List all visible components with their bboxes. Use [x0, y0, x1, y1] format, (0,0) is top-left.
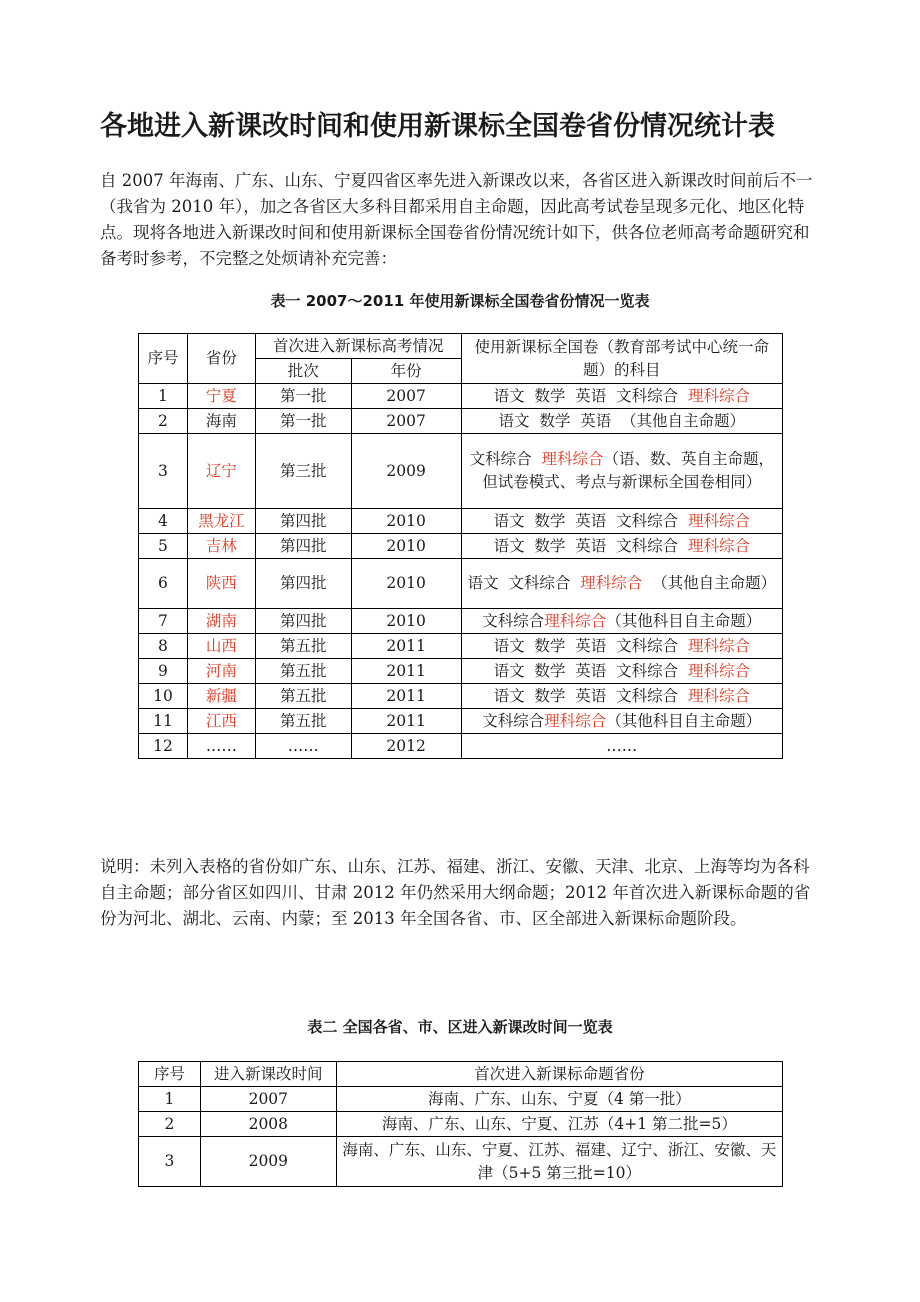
row-province: 辽宁: [187, 434, 255, 509]
row-subjects: [461, 534, 782, 559]
row-subjects: [461, 709, 782, 734]
row-time: 2009: [200, 1137, 336, 1187]
row-province: 陕西: [187, 559, 255, 609]
row-province: 新疆: [187, 684, 255, 709]
note-paragraph: 说明：未列入表格的省份如广东、山东、江苏、福建、浙江、安徽、天津、北京、上海等均为各科自主命题；部分省区如四川、甘肃 2012 年仍然采用大纲命题；2012 年首次进入新课标命题的省份为河北、湖北、云南、内蒙；至 2013 年全国各省、市、区全部进入新课标命题阶段。: [100, 857, 811, 928]
row-batch: 第一批: [255, 384, 351, 409]
row-no: 2: [139, 1112, 201, 1137]
subjects-highlight: 理科综合: [687, 386, 750, 405]
row-year: 2007: [351, 409, 461, 434]
subjects-text: 语文 文科综合: [467, 574, 581, 592]
header-province: 省份: [187, 334, 255, 384]
row-subjects: [461, 559, 782, 609]
header2-no: 序号: [139, 1062, 201, 1087]
row-province: 河南: [187, 659, 255, 684]
row-subjects: [461, 609, 782, 634]
row-time: 2007: [200, 1087, 336, 1112]
table2-caption: 表二 全国各省、市、区进入新课改时间一览表: [307, 1018, 613, 1036]
header-no: 序号: [139, 334, 188, 384]
table-row: [139, 509, 783, 534]
row-number: 6: [139, 559, 188, 609]
row-year: 2011: [351, 634, 461, 659]
row-provinces: 海南、广东、山东、宁夏（4 第一批）: [336, 1087, 782, 1112]
row-year: 2010: [351, 534, 461, 559]
row-year: 2009: [351, 434, 461, 509]
subjects-highlight: 理科综合: [687, 686, 750, 705]
table-row: [139, 709, 783, 734]
subjects-highlight: 理科综合: [541, 450, 604, 468]
row-number: 3: [139, 434, 188, 509]
row-province: 山西: [187, 634, 255, 659]
row-number: 7: [139, 609, 188, 634]
subjects-text: 语文 数学 英语 文科综合: [493, 536, 688, 555]
row-year: 2011: [351, 709, 461, 734]
subjects-note: （其他自主命题）: [642, 574, 777, 592]
subjects-text: 语文 数学 英语 文科综合: [493, 386, 688, 405]
row-provinces: 海南、广东、山东、宁夏、江苏、福建、辽宁、浙江、安徽、天津（5+5 第三批=10）: [336, 1137, 782, 1187]
row-subjects: [461, 384, 782, 409]
table-row: [139, 434, 783, 509]
row-batch: 第五批: [255, 709, 351, 734]
row-province: 吉林: [187, 534, 255, 559]
row-number: 8: [139, 634, 188, 659]
subjects-text: 文科综合: [482, 611, 545, 630]
row-number: 1: [139, 384, 188, 409]
subjects-highlight: 理科综合: [687, 636, 750, 655]
row-batch: 第五批: [255, 659, 351, 684]
row-batch: 第五批: [255, 684, 351, 709]
row-number: 9: [139, 659, 188, 684]
row-number: 5: [139, 534, 188, 559]
table1: [138, 333, 783, 759]
row-year: 2010: [351, 559, 461, 609]
row-year: 2011: [351, 659, 461, 684]
table-row: [139, 734, 783, 759]
row-subjects: [461, 634, 782, 659]
header-year: 年份: [351, 359, 461, 384]
row-province: 黑龙江: [187, 509, 255, 534]
row-subjects: [461, 659, 782, 684]
row-province: 江西: [187, 709, 255, 734]
row-provinces: 海南、广东、山东、宁夏、江苏（4+1 第二批=5）: [336, 1112, 782, 1137]
row-number: 11: [139, 709, 188, 734]
row-province: 海南: [187, 409, 255, 434]
row-subjects: [461, 684, 782, 709]
header-first-entry: 首次进入新课标高考情况: [255, 334, 461, 359]
row-batch: 第四批: [255, 609, 351, 634]
subjects-highlight: 理科综合: [687, 661, 750, 680]
row-province: 湖南: [187, 609, 255, 634]
header2-provinces: 首次进入新课标命题省份: [336, 1062, 782, 1087]
row-year: 2011: [351, 684, 461, 709]
subjects-highlight: 理科综合: [544, 711, 607, 730]
row-time: 2008: [200, 1112, 336, 1137]
row-year: 2007: [351, 384, 461, 409]
row-number: 4: [139, 509, 188, 534]
table-row: [139, 659, 783, 684]
table-row: [139, 1137, 783, 1187]
subjects-text: ……: [606, 736, 638, 755]
table-row: [139, 534, 783, 559]
table-row: [139, 1087, 783, 1112]
row-number: 10: [139, 684, 188, 709]
subjects-note: （其他科目自主命题）: [606, 711, 762, 730]
row-subjects: [461, 509, 782, 534]
row-no: 3: [139, 1137, 201, 1187]
table1-caption: 表一 2007～2011 年使用新课标全国卷省份情况一览表: [270, 292, 650, 310]
subjects-text: 语文 数学 英语 文科综合: [493, 686, 688, 705]
row-batch: 第五批: [255, 634, 351, 659]
table2: [138, 1061, 783, 1187]
row-year: 2010: [351, 509, 461, 534]
table-row: [139, 634, 783, 659]
row-province: ……: [187, 734, 255, 759]
subjects-highlight: 理科综合: [687, 536, 750, 555]
page-title: 各地进入新课改时间和使用新课标全国卷省份情况统计表: [100, 111, 775, 142]
table-row: [139, 684, 783, 709]
row-batch: 第四批: [255, 509, 351, 534]
subjects-text: 语文 数学 英语 文科综合: [493, 661, 688, 680]
row-batch: 第四批: [255, 534, 351, 559]
subjects-highlight: 理科综合: [544, 611, 607, 630]
row-subjects: [461, 409, 782, 434]
row-province: 宁夏: [187, 384, 255, 409]
row-subjects: [461, 734, 782, 759]
subjects-text: 语文 数学 英语 文科综合: [493, 511, 688, 530]
subjects-text: 语文 数学 英语 （其他自主命题）: [498, 411, 746, 430]
header2-time: 进入新课改时间: [200, 1062, 336, 1087]
row-number: 2: [139, 409, 188, 434]
row-no: 1: [139, 1087, 201, 1112]
row-year: 2010: [351, 609, 461, 634]
row-batch: 第一批: [255, 409, 351, 434]
subjects-text: 文科综合: [482, 711, 545, 730]
subjects-text: 文科综合: [469, 450, 542, 468]
header-subjects: 使用新课标全国卷（教育部考试中心统一命题）的科目: [461, 334, 782, 384]
header-batch: 批次: [255, 359, 351, 384]
table-row: [139, 559, 783, 609]
subjects-text: 语文 数学 英语 文科综合: [493, 636, 688, 655]
row-year: 2012: [351, 734, 461, 759]
row-batch: 第四批: [255, 559, 351, 609]
table-row: [139, 384, 783, 409]
intro-paragraph: 自 2007 年海南、广东、山东、宁夏四省区率先进入新课改以来，各省区进入新课改时间前后不一（我省为 2010 年），加之各省区大多科目都采用自主命题，因此高考试卷呈现多元化、地区化特点。现将各地进入新课改时间和使用新课标全国卷省份情况统计如下，供各位老师高考命题研究和备考时参考，不完整之处烦请补充完善：: [100, 171, 813, 268]
table-row: [139, 609, 783, 634]
row-batch: ……: [255, 734, 351, 759]
subjects-highlight: 理科综合: [687, 511, 750, 530]
row-number: 12: [139, 734, 188, 759]
table-row: [139, 409, 783, 434]
row-batch: 第三批: [255, 434, 351, 509]
subjects-note: （其他科目自主命题）: [606, 611, 762, 630]
subjects-highlight: 理科综合: [580, 574, 643, 592]
table-row: [139, 1112, 783, 1137]
subjects-note: （语、数、英自主命题，但试卷模式、考点与新课标全国卷相同）: [482, 450, 774, 491]
row-subjects: [461, 434, 782, 509]
